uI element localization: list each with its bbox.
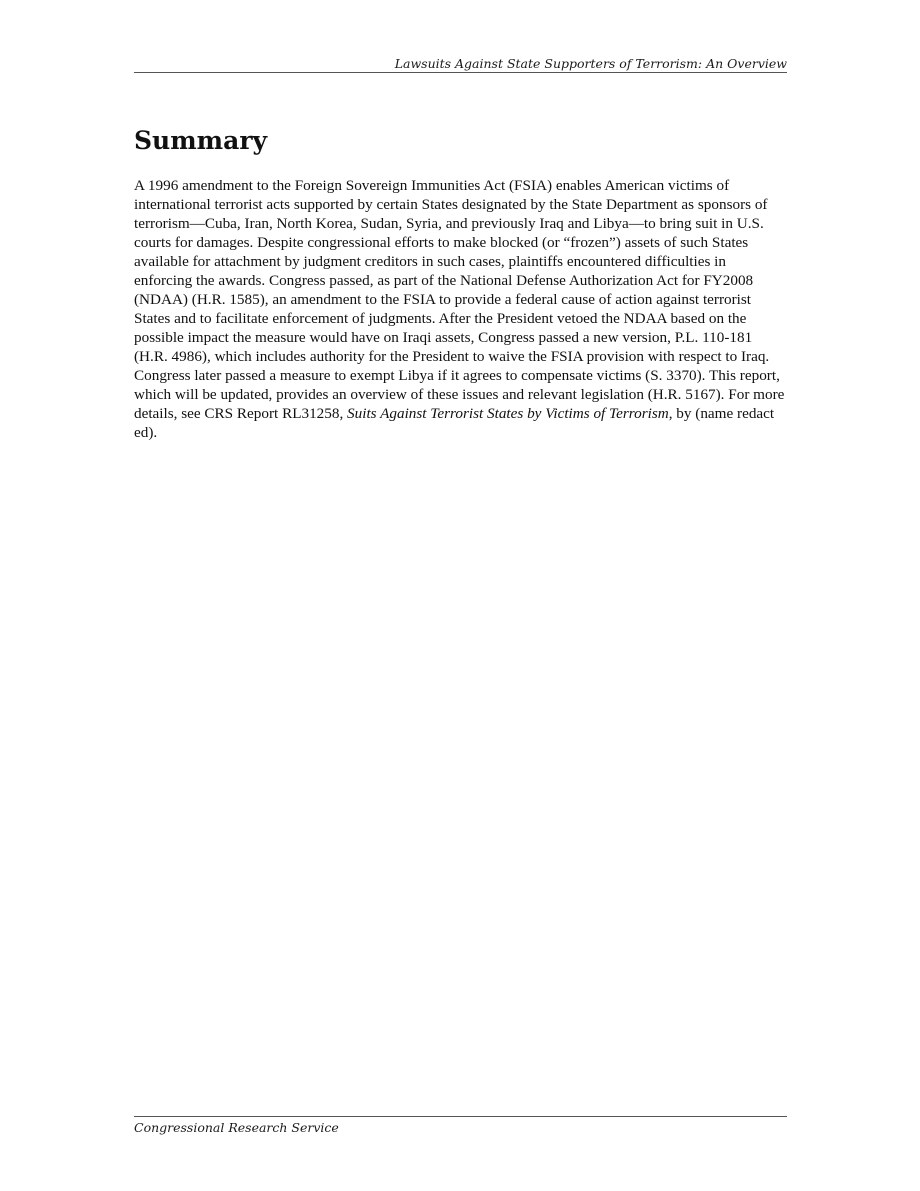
header-divider	[134, 72, 787, 73]
footer-divider	[134, 1116, 787, 1117]
cited-report-title: Suits Against Terrorist States by Victims of Terrorism	[347, 405, 669, 422]
summary-text: A 1996 amendment to the Foreign Sovereign Immunities Act (FSIA) enables American victims of international terrorist acts supported by certain States designated by the State Department as sponsors of terrorism—Cuba, Iran, North Korea, Sudan, Syria, and previously Iraq and Libya—to bring suit in U.S. courts for damages. Despite congressional efforts to make blocked (or “frozen”) assets of such States available for attachment by judgment creditors in such cases, plaintiffs encountered difficulties in enforcing the awards. Congress passed, as part of the National Defense Authorization Act for FY2008 (NDAA) (H.R. 1585), an amendment to the FSIA to provide a federal cause of action against terrorist States and to facilitate enforcement of judgments. After the President vetoed the NDAA based on the possible impact the measure would have on Iraqi assets, Congress passed a new version, P.L. 110-181 (H.R. 4986), which includes authority for the President to waive the FSIA provision with respect to Iraq. Congress later passed a measure to exempt Libya if it agrees to compensate victims (S. 3370). This report, which will be updated, provides an overview of these issues and relevant legislation (H.R. 5167). For more details, see CRS Report RL31258,	[134, 177, 785, 422]
running-header-title: Lawsuits Against State Supporters of Terrorism: An Overview	[394, 56, 787, 71]
footer-organization: Congressional Research Service	[134, 1120, 339, 1135]
summary-text-tail: , by (name redact ed).	[134, 405, 775, 441]
section-title: Summary	[134, 126, 268, 155]
summary-paragraph	[134, 176, 786, 442]
